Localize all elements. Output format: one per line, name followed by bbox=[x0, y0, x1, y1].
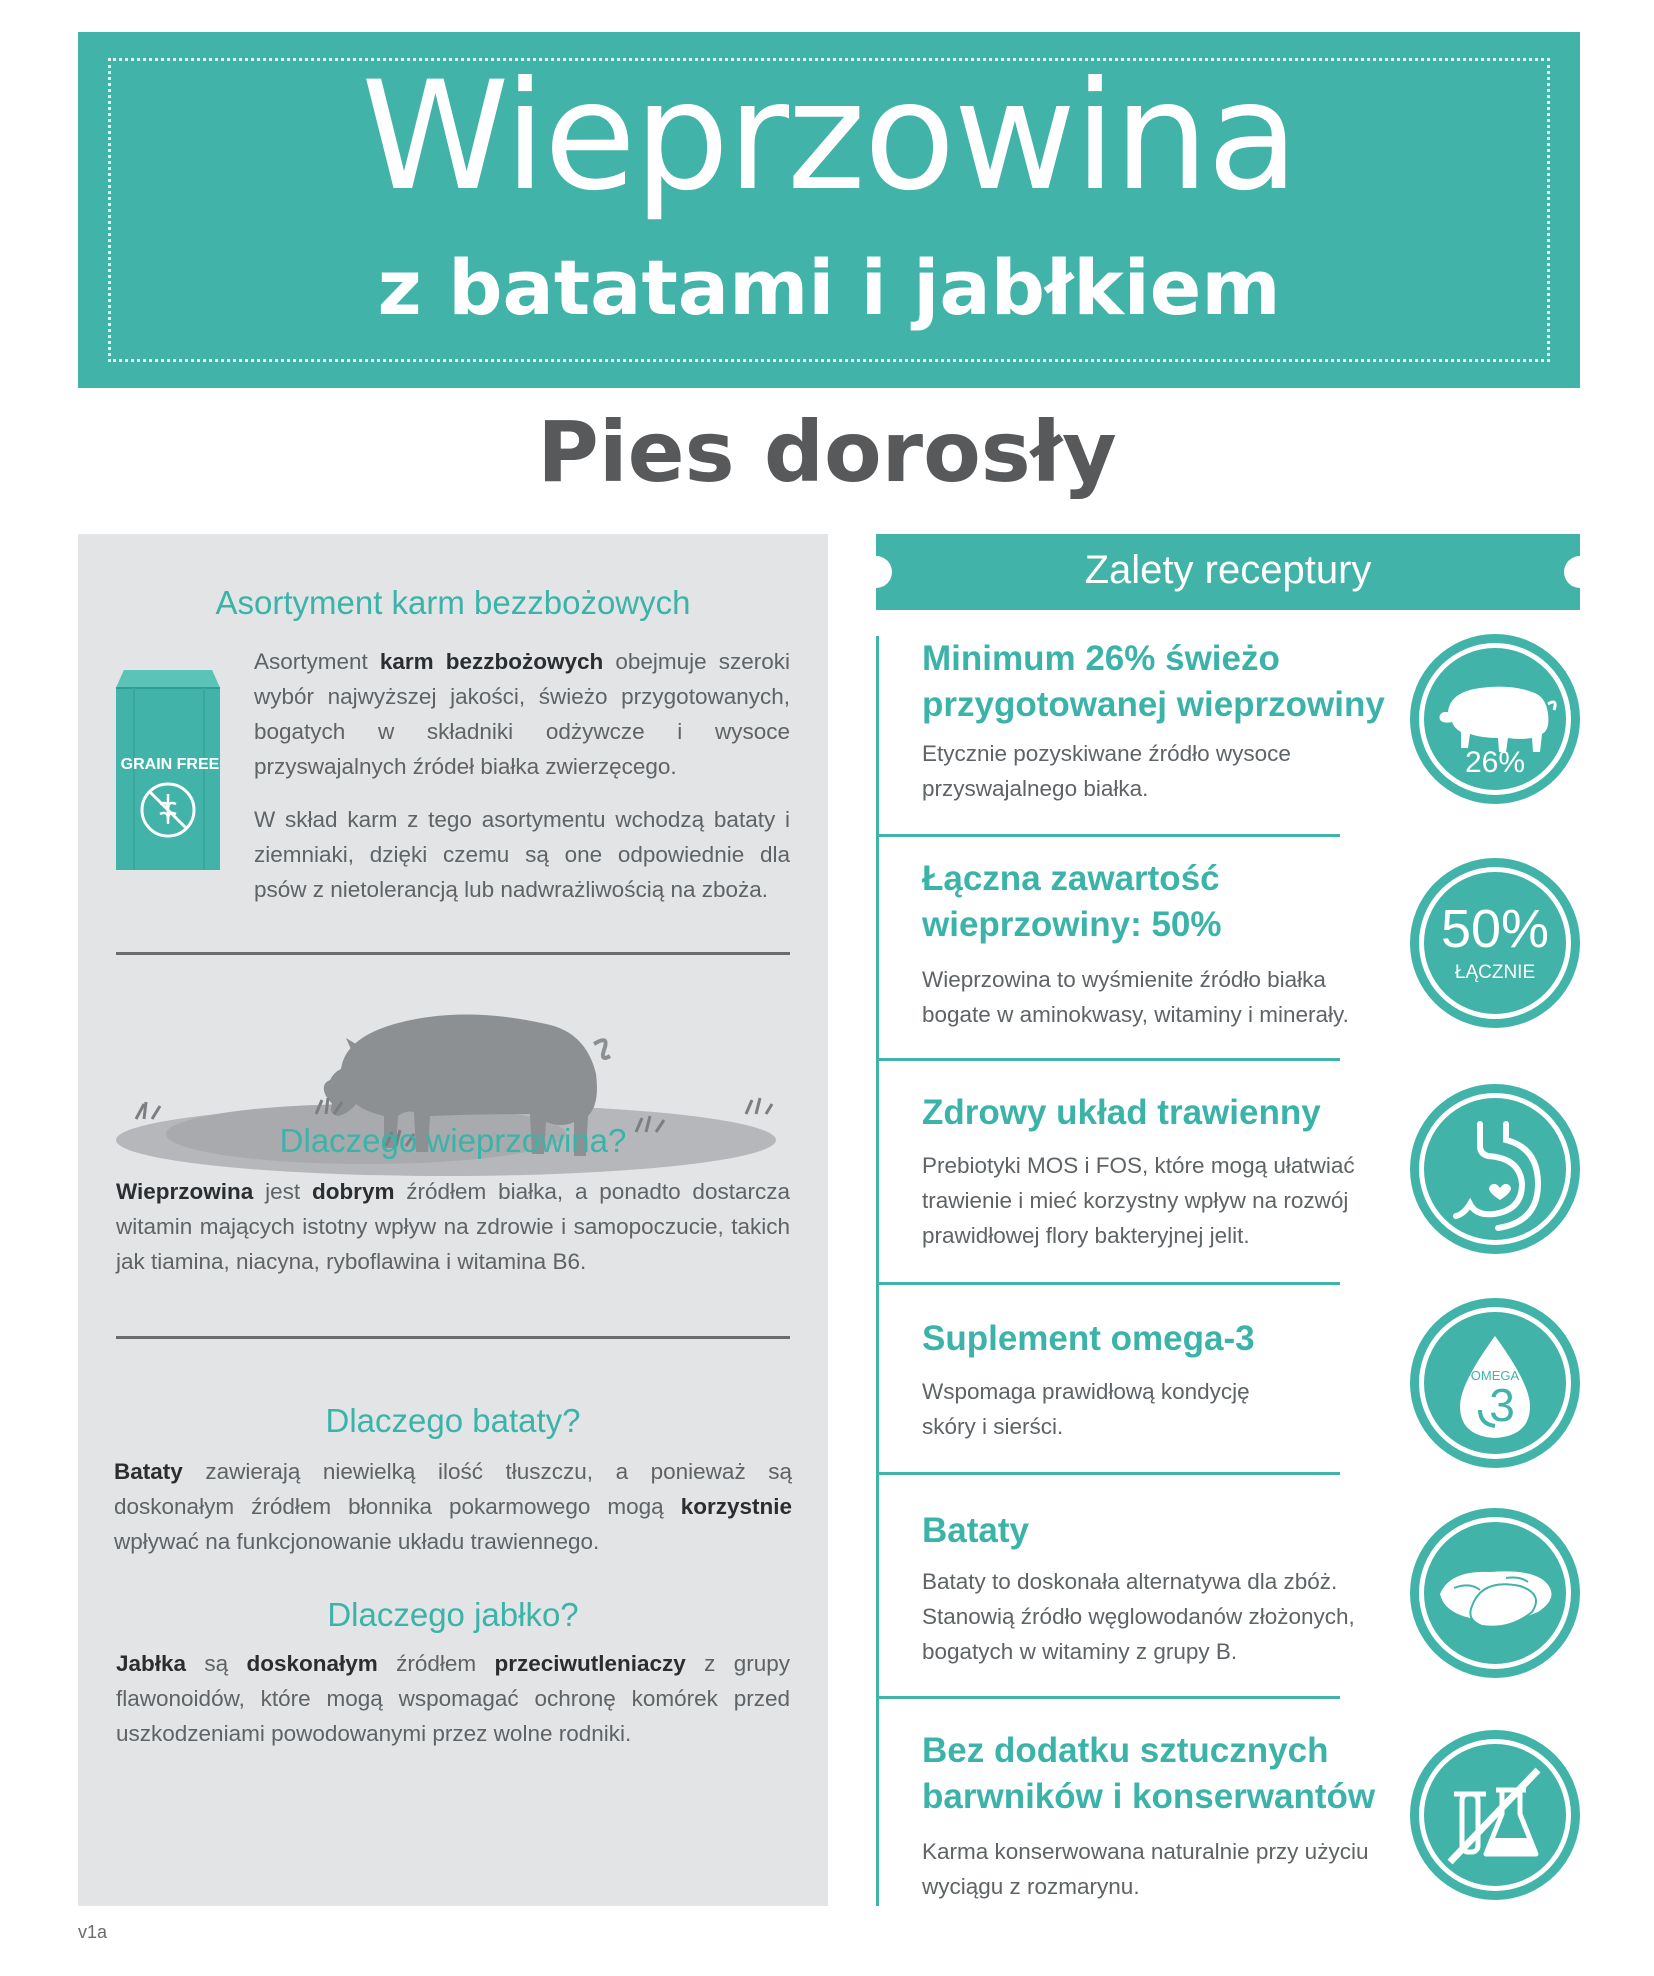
divider bbox=[116, 952, 790, 955]
benefit-heading: Zdrowy układ trawienny bbox=[922, 1093, 1321, 1132]
divider bbox=[116, 1336, 790, 1339]
why-sweet-potato-paragraph: Bataty zawierają niewielką ilość tłuszczu, a ponieważ są doskonałym źródłem błonnika pokarmowego mogą korzystnie wpływać na funkcjonowanie układu trawiennego. bbox=[114, 1459, 792, 1554]
benefit-text: Wspomaga prawidłową kondycję skóry i sierści. bbox=[922, 1379, 1250, 1439]
omega-number: 3 bbox=[1489, 1379, 1515, 1431]
pig-icon bbox=[1410, 634, 1580, 804]
percent-badge-icon bbox=[1410, 858, 1580, 1028]
why-apple-heading: Dlaczego jabłko? bbox=[327, 1596, 579, 1633]
benefit-separator bbox=[876, 1282, 1340, 1285]
benefit-heading: Bataty bbox=[922, 1511, 1029, 1550]
assortment-paragraph-2: W skład karm z tego asortymentu wchodzą bataty i ziemniaki, dzięki czemu są one odpowiednie dla psów z nietolerancją lub nadwrażliwością na zboża. bbox=[254, 807, 790, 902]
bag-label: GRAIN FREE bbox=[120, 756, 220, 773]
benefit-text: Wieprzowina to wyśmienite źródło białka bogate w aminokwasy, witaminy i minerały. bbox=[922, 967, 1349, 1027]
no-chemicals-icon bbox=[1410, 1730, 1580, 1900]
benefit-text: Bataty to doskonała alternatywa dla zbóż. Stanowią źródło węglowodanów złożonych, bogatych w witaminy z grupy B. bbox=[922, 1569, 1355, 1664]
benefit-separator bbox=[876, 1058, 1340, 1061]
benefit-text: Karma konserwowana naturalnie przy użyciu wyciągu z rozmarynu. bbox=[922, 1839, 1369, 1899]
product-title: Wieprzowina bbox=[361, 50, 1297, 224]
benefit-heading: Minimum 26% świeżo przygotowanej wieprzowiny bbox=[922, 639, 1385, 724]
benefit-heading: Suplement omega-3 bbox=[922, 1319, 1255, 1358]
why-pork-paragraph: Wieprzowina jest dobrym źródłem białka, a ponadto dostarcza witamin mających istotny wpływ na zdrowie i samopoczucie, takich jak tiamina, niacyna, ryboflawina i witamina B6. bbox=[116, 1179, 790, 1274]
assortment-heading: Asortyment karm bezzbożowych bbox=[215, 584, 691, 621]
product-subtitle: z batatami i jabłkiem bbox=[377, 243, 1281, 332]
assortment-paragraph-1: Asortyment karm bezzbożowych obejmuje szeroki wybór najwyższej jakości, świeżo przygotowanych, bogatych w składniki odżywcze i wysoce przyswajalnych źródeł białka zwierzęcego. bbox=[254, 649, 790, 779]
stomach-icon bbox=[1410, 1084, 1580, 1254]
badge-26: 26% bbox=[1464, 746, 1526, 779]
badge-total-label: ŁĄCZNIE bbox=[1454, 962, 1536, 983]
benefit-text: Prebiotyki MOS i FOS, które mogą ułatwiać trawienie i mieć korzystny wpływ na rozwój prawidłowej flory bakteryjnej jelit. bbox=[922, 1153, 1355, 1248]
omega-drop-icon bbox=[1410, 1298, 1580, 1468]
benefits-ribbon bbox=[876, 534, 1580, 610]
info-panel bbox=[78, 534, 828, 1906]
badge-50: 50% bbox=[1440, 899, 1550, 959]
benefit-heading: Łączna zawartość wieprzowiny: 50% bbox=[922, 859, 1222, 944]
why-apple-paragraph: Jabłka są doskonałym źródłem przeciwutleniaczy z grupy flawonoidów, które mogą wspomagać ochronę komórek przed uszkodzeniami powodowanymi przez wolne rodniki. bbox=[116, 1651, 790, 1746]
benefits-title: Zalety receptury bbox=[1084, 548, 1372, 592]
audience-heading: Pies dorosły bbox=[537, 403, 1117, 501]
version-code: v1a bbox=[78, 1922, 108, 1942]
benefit-separator bbox=[876, 1696, 1340, 1699]
benefit-text: Etycznie pozyskiwane źródło wysoce przyswajalnego białka. bbox=[922, 741, 1291, 801]
omega-label: OMEGA bbox=[1470, 1368, 1520, 1383]
benefit-heading: Bez dodatku sztucznych barwników i konserwantów bbox=[922, 1731, 1376, 1816]
title-banner bbox=[78, 32, 1580, 388]
benefit-separator bbox=[876, 834, 1340, 837]
benefit-separator bbox=[876, 1472, 1340, 1475]
why-sweet-potato-heading: Dlaczego bataty? bbox=[325, 1402, 581, 1439]
why-pork-heading: Dlaczego wieprzowina? bbox=[279, 1122, 627, 1159]
benefits-vertical-line bbox=[876, 636, 879, 1906]
sweet-potato-icon bbox=[1410, 1508, 1580, 1678]
